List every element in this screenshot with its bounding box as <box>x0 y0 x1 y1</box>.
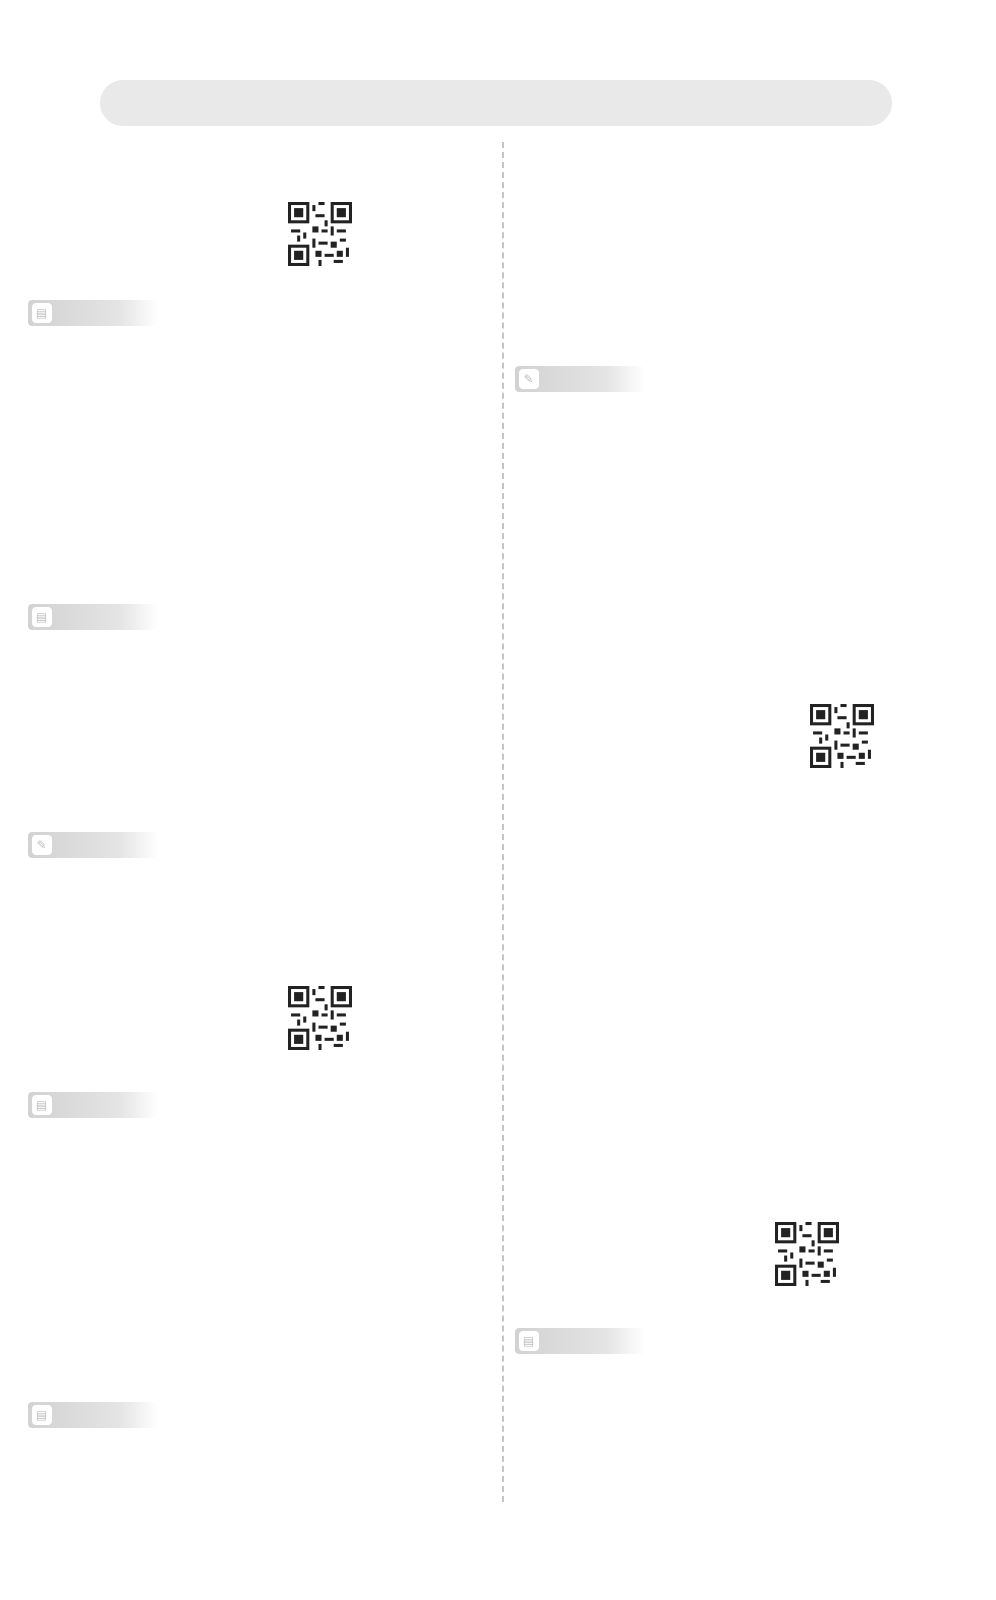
pen-icon: ✎ <box>519 369 539 389</box>
qr-code-icon <box>775 1222 839 1286</box>
section-icon: ▤ <box>32 1095 52 1115</box>
section-basic-3 <box>515 1328 645 1354</box>
section-reading-2 <box>28 1402 158 1428</box>
section-icon: ▤ <box>32 607 52 627</box>
section-writing-1 <box>28 832 158 858</box>
section-basic-1 <box>28 300 158 326</box>
qr-code-lesson-2[interactable] <box>288 986 352 1054</box>
column-divider <box>502 142 504 1502</box>
section-icon: ▤ <box>32 1405 52 1425</box>
pen-icon: ✎ <box>32 835 52 855</box>
section-icon: ▤ <box>32 303 52 323</box>
banner <box>100 80 892 126</box>
qr-code-lesson-3[interactable] <box>775 1222 839 1290</box>
qr-code-icon <box>810 704 874 768</box>
qr-code-icon <box>288 986 352 1050</box>
section-writing-2 <box>515 366 645 392</box>
section-basic-2 <box>28 1092 158 1118</box>
section-reading-1 <box>28 604 158 630</box>
qr-code-lesson-1[interactable] <box>288 202 352 270</box>
qr-code-icon <box>288 202 352 266</box>
section-icon: ▤ <box>519 1331 539 1351</box>
qr-code-practice[interactable] <box>810 704 874 772</box>
